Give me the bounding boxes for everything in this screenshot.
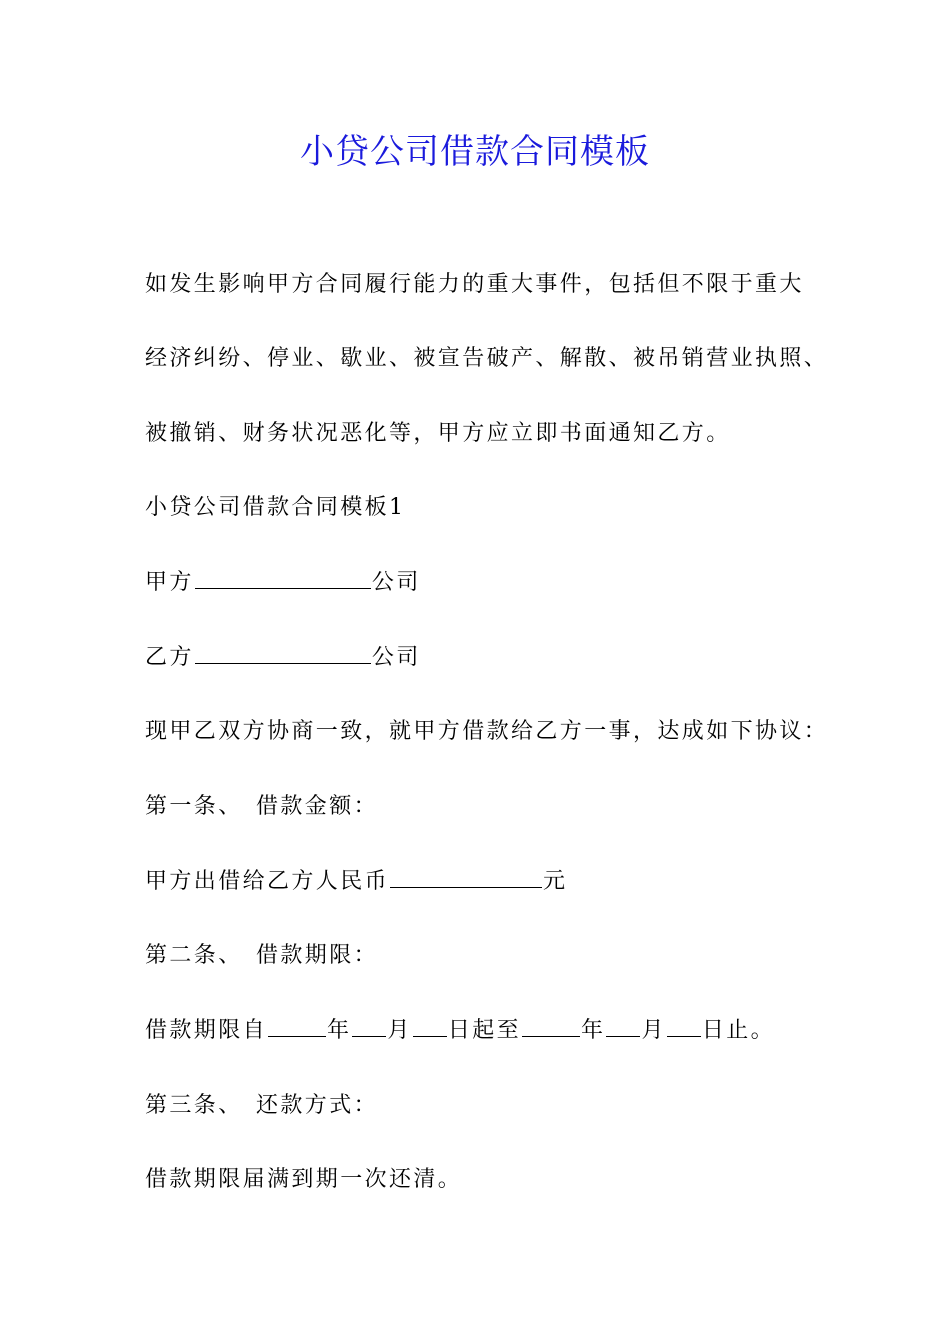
party-b-suffix: 公司 bbox=[371, 645, 421, 670]
end-year-label: 年 bbox=[581, 1018, 606, 1043]
article-2-text bbox=[145, 1016, 775, 1046]
article-1-heading: 第一条、 借款金额： bbox=[145, 794, 379, 819]
article-1-text-suffix: 元 bbox=[543, 869, 568, 894]
party-b-label: 乙方 bbox=[145, 645, 194, 670]
end-day-label: 日止。 bbox=[701, 1018, 776, 1043]
start-month-blank bbox=[352, 1016, 386, 1037]
end-year-blank bbox=[522, 1016, 580, 1037]
paragraph-line-2: 经济纠纷、停业、歇业、被宣告破产、解散、被吊销营业执照、 bbox=[145, 346, 829, 371]
paragraph-line-1: 如发生影响甲方合同履行能力的重大事件，包括但不限于重大 bbox=[145, 272, 804, 297]
paragraph-line-3: 被撤销、财务状况恶化等，甲方应立即书面通知乙方。 bbox=[145, 421, 731, 446]
document-title: 小贷公司借款合同模板 bbox=[300, 132, 650, 172]
start-day-blank bbox=[413, 1016, 447, 1037]
start-month-label: 月 bbox=[387, 1018, 412, 1043]
start-year-label: 年 bbox=[327, 1018, 352, 1043]
party-a-label: 甲方 bbox=[145, 570, 194, 595]
end-month-blank bbox=[606, 1016, 640, 1037]
party-a-line bbox=[145, 568, 421, 598]
start-day-label: 日起至 bbox=[447, 1018, 522, 1043]
loan-term-prefix: 借款期限自 bbox=[145, 1018, 268, 1043]
article-2-heading: 第二条、 借款期限： bbox=[145, 943, 379, 968]
article-3-heading: 第三条、 还款方式： bbox=[145, 1093, 379, 1118]
template-subtitle: 小贷公司借款合同模板1 bbox=[145, 495, 406, 520]
party-a-suffix: 公司 bbox=[371, 570, 421, 595]
party-b-line bbox=[145, 643, 421, 673]
party-b-blank bbox=[195, 643, 371, 664]
end-day-blank bbox=[667, 1016, 701, 1037]
agreement-intro: 现甲乙双方协商一致，就甲方借款给乙方一事，达成如下协议： bbox=[145, 719, 829, 744]
article-1-text bbox=[145, 867, 567, 897]
start-year-blank bbox=[268, 1016, 326, 1037]
article-1-text-prefix: 甲方出借给乙方人民币 bbox=[145, 869, 390, 894]
party-a-blank bbox=[195, 568, 371, 589]
end-month-label: 月 bbox=[641, 1018, 666, 1043]
article-3-text: 借款期限届满到期一次还清。 bbox=[145, 1167, 463, 1192]
loan-amount-blank bbox=[390, 867, 542, 888]
